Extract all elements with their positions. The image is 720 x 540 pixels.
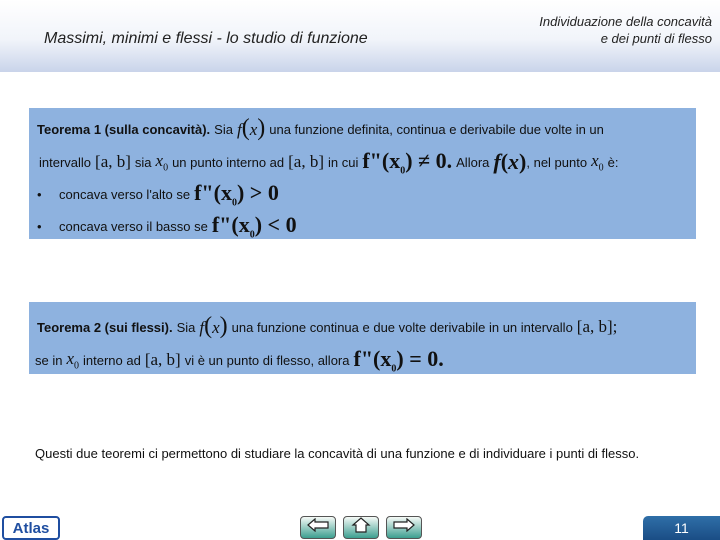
arrow-left-icon [307, 518, 329, 537]
bullet-2-text: concava verso il basso se [59, 218, 208, 234]
theorem-1-line-2 [39, 148, 706, 176]
theorem-1-x0-2: $x_0$ [591, 151, 604, 174]
slide-subtitle [472, 13, 712, 47]
theorem-2-x0: $x_0$ [66, 349, 80, 372]
theorem-2-interval: [a, b]; [576, 317, 618, 336]
theorem-2-line-1 [37, 313, 704, 339]
theorem-1-bullet-1: • concava verso l'alto se $f"(x_0) > 0$ [37, 180, 279, 209]
next-slide-button[interactable] [386, 516, 422, 539]
slide-title: Massimi, minimi e flessi - lo studio di funzione [44, 30, 368, 47]
bullet-1-formula: $f"(x_0) > 0$ [194, 180, 279, 209]
slide-header [0, 0, 720, 72]
bullet-2-formula: $f"(x_0) < 0$ [211, 212, 297, 241]
theorem-1-x0: $x_0$ [155, 151, 169, 174]
theorem-1-heading: Teorema 1 (sulla concavità). [37, 121, 211, 137]
subtitle-line-1: Individuazione della concavità [539, 14, 712, 29]
subtitle-line-2: e dei punti di flesso [600, 31, 712, 46]
theorem-1-condition: $f"(x_0) \ne 0$. [362, 148, 453, 177]
page-number-badge: 11 [643, 516, 720, 540]
theorem-1-bullet-2: • concava verso il basso se $f"(x_0) < 0$ [37, 212, 297, 241]
theorem-2-line-2 [35, 346, 702, 374]
theorem-1-punto-interno: un punto interno ad [172, 154, 285, 170]
prev-slide-button[interactable] [300, 516, 336, 539]
theorem-1-line-1-text: una funzione definita, continua e derivabile due volte in un [269, 121, 604, 137]
theorem-1-line-1 [37, 115, 704, 141]
closing-text: Questi due teoremi ci permettono di studiare la concavità di una funzione e di individuare i punti di flesso. [35, 446, 640, 461]
theorem-1-intervallo: intervallo [39, 154, 92, 170]
theorem-2-interno-ad: interno ad [83, 352, 141, 368]
theorem-2-flesso: vi è un punto di flesso, allora [184, 352, 350, 368]
bullet-1-text: concava verso l'alto se [59, 186, 191, 202]
theorem-2-line-1-text: una funzione continua e due volte derivabile in un intervallo [231, 319, 573, 335]
theorem-1-allora-f: f(x) [493, 149, 527, 175]
home-icon [351, 517, 371, 538]
theorem-1-interval-2: [a, b] [288, 152, 324, 172]
theorem-1-sia-lower: sia [134, 154, 152, 170]
theorem-2-interval-2: [a, b] [144, 350, 181, 370]
theorem-1-e: è: [607, 154, 619, 170]
theorem-2-box [29, 302, 696, 374]
theorem-2-heading: Teorema 2 (sui flessi). [37, 319, 173, 335]
arrow-right-icon [393, 518, 415, 537]
theorem-2-f-of-x: f(x) [199, 313, 228, 339]
theorem-1-interval: [a, b] [95, 152, 131, 172]
theorem-1-allora: Allora [456, 154, 490, 170]
theorem-1-sia: Sia [214, 121, 233, 137]
theorem-2-sia: Sia [176, 319, 196, 335]
theorem-1-box [29, 108, 696, 239]
theorem-1-nel-punto: , nel punto [526, 154, 588, 170]
theorem-2-condition: $f"(x_0) = 0$. [353, 346, 444, 375]
theorem-1-in-cui: in cui [328, 154, 359, 170]
atlas-logo: Atlas [2, 516, 60, 540]
theorem-1-f-of-x: f(x) [236, 115, 266, 141]
theorem-2-se-in: se in [35, 352, 63, 368]
home-button[interactable] [343, 516, 379, 539]
